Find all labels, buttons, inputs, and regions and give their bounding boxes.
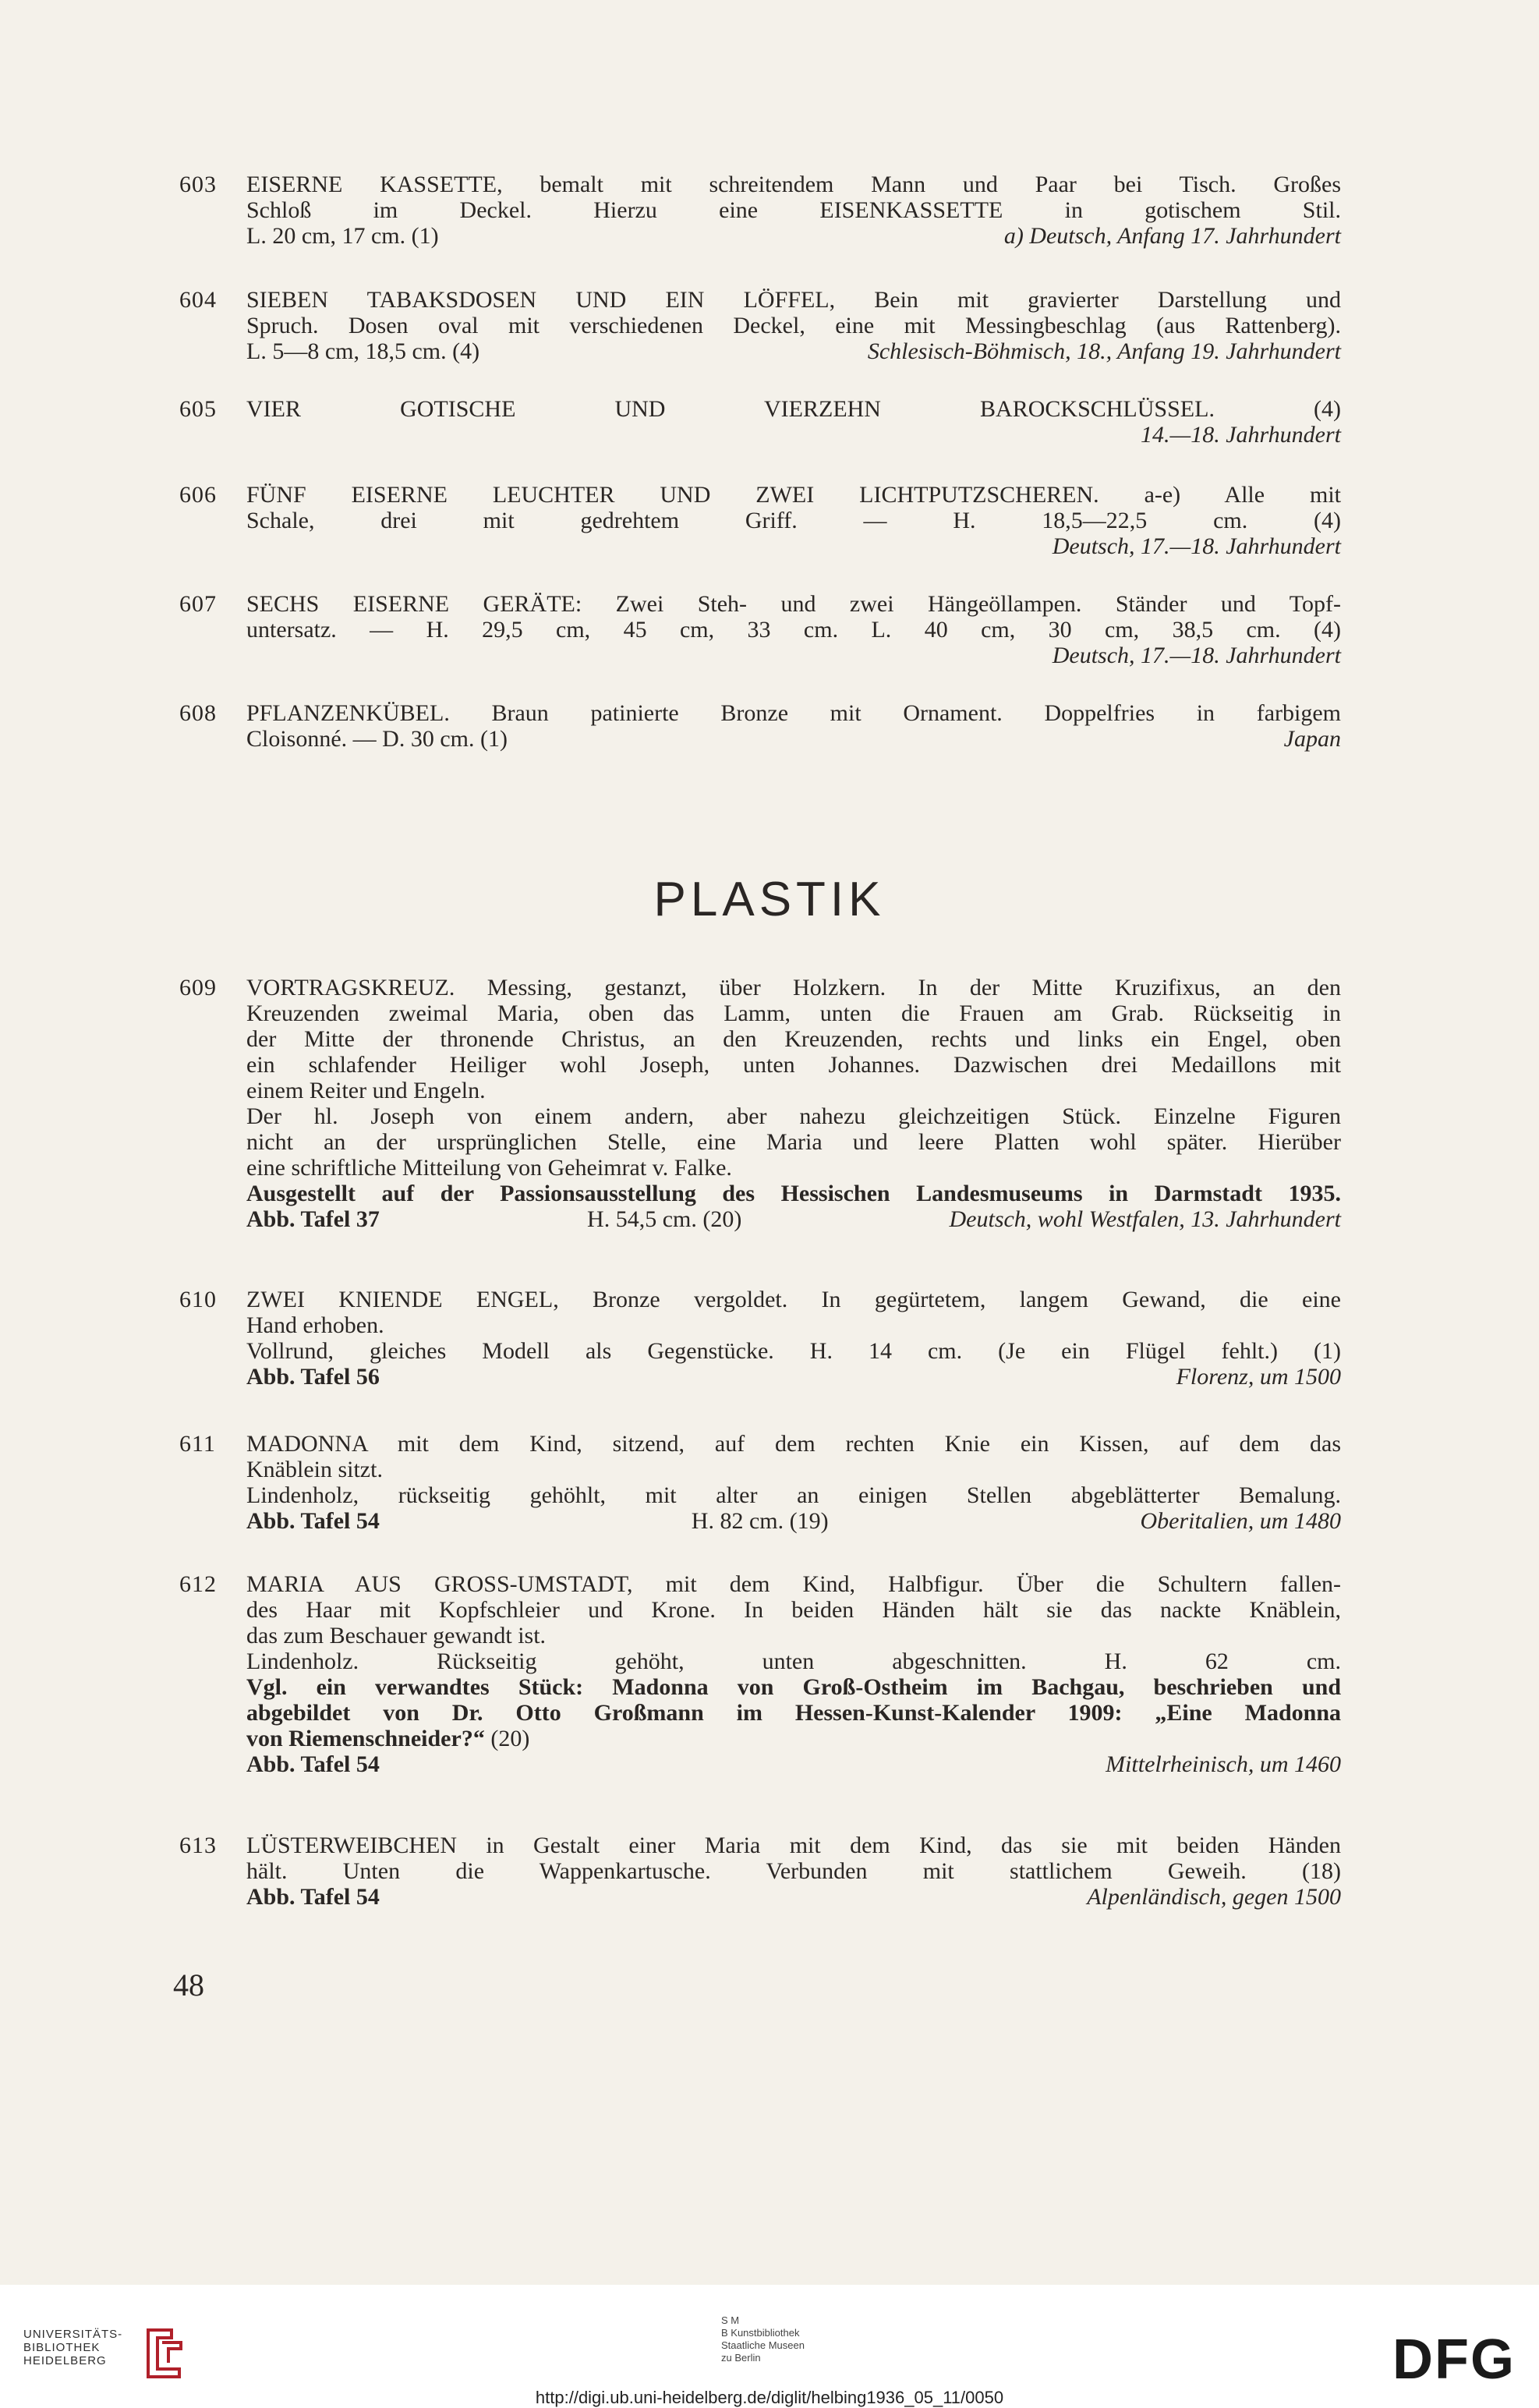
entry-line: MARIA AUS GROSS-UMSTADT, mit dem Kind, Halbfigur. Über die Schultern fallen- [246,1571,1341,1597]
origin: Deutsch, 17.—18. Jahrhundert [1052,643,1341,668]
lot-number: 613 [179,1833,217,1858]
entry-text [246,1431,1341,1534]
entry-footer [246,1751,1341,1777]
exhibition-note: abgebildet von Dr. Otto Großmann im Hessen-Kunst-Kalender 1909: „Eine Madonna [246,1700,1341,1726]
entry-text [246,1571,1341,1777]
origin: Schlesisch-Böhmisch, 18., Anfang 19. Jahrhundert [867,338,1341,364]
origin: 14.—18. Jahrhundert [1141,422,1341,448]
entry-line: Vollrund, gleiches Modell als Gegenstücke. H. 14 cm. (Je ein Flügel fehlt.) (1) [246,1338,1341,1364]
lot-number: 609 [179,975,217,1000]
entry-footer [246,223,1341,249]
entry-line: Schloß im Deckel. Hierzu eine EISENKASSETTE in gotischem Stil. [246,197,1341,223]
entry-line: Hand erhoben. [246,1312,384,1338]
footer-bar [0,2285,1539,2408]
lot-number: 611 [179,1431,216,1457]
entry-line: ZWEI KNIENDE ENGEL, Bronze vergoldet. In gegürtetem, langem Gewand, die eine [246,1287,1341,1312]
lot-number: 608 [179,700,217,726]
measurements: L. 20 cm, 17 cm. (1) [246,223,439,249]
entry-line: Kreuzenden zweimal Maria, oben das Lamm, unten die Frauen am Grab. Rückseitig in [246,1000,1341,1026]
entry-footer [246,1206,1341,1232]
origin: Alpenländisch, gegen 1500 [1087,1884,1341,1910]
section-title: PLASTIK [653,873,886,926]
origin: Japan [1283,726,1341,752]
measurements: H. 82 cm. (19) [691,1508,829,1534]
entry-line: LÜSTERWEIBCHEN in Gestalt einer Maria mit dem Kind, das sie mit beiden Händen [246,1833,1341,1858]
entry-text [246,172,1341,249]
entry-line: Knäblein sitzt. [246,1457,383,1482]
entry-line: hält. Unten die Wappenkartusche. Verbunden mit stattlichem Geweih. (18) [246,1858,1341,1884]
entry-line: das zum Beschauer gewandt ist. [246,1623,547,1648]
entry-footer [246,1508,1341,1534]
entry-line: VORTRAGSKREUZ. Messing, gestanzt, über Holzkern. In der Mitte Kruzifixus, an den [246,975,1341,1000]
entry-footer [246,338,1341,364]
university-logo-icon[interactable] [140,2322,187,2385]
entry-line: SIEBEN TABAKSDOSEN UND EIN LÖFFEL, Bein mit gravierter Darstellung und [246,287,1341,313]
lot-number: 606 [179,482,217,508]
exhibition-note: Vgl. ein verwandtes Stück: Madonna von Groß-Ostheim im Bachgau, beschrieben und [246,1674,1341,1700]
origin: Oberitalien, um 1480 [1140,1508,1341,1534]
plate-reference[interactable]: Abb. Tafel 54 [246,1508,380,1534]
plate-reference[interactable]: Abb. Tafel 56 [246,1364,380,1390]
measurements: L. 5—8 cm, 18,5 cm. (4) [246,338,480,364]
origin: a) Deutsch, Anfang 17. Jahrhundert [1003,223,1341,249]
entry-line: eine schriftliche Mitteilung von Geheimrat v. Falke. [246,1155,732,1181]
entry-line: MADONNA mit dem Kind, sitzend, auf dem rechten Knie ein Kissen, auf dem das [246,1431,1341,1457]
entry-line: Schale, drei mit gedrehtem Griff. — H. 18,5—22,5 cm. (4) [246,508,1341,533]
entry-text [246,482,1341,559]
entry-line: untersatz. — H. 29,5 cm, 45 cm, 33 cm. L. 40 cm, 30 cm, 38,5 cm. (4) [246,617,1341,643]
lot-number: 605 [179,396,217,422]
lot-number: 604 [179,287,217,313]
measurements: Cloisonné. — D. 30 cm. (1) [246,726,508,752]
entry-line: der Mitte der thronende Christus, an den Kreuzenden, rechts und links ein Engel, oben [246,1026,1341,1052]
entry-line: Spruch. Dosen oval mit verschiedenen Deckel, eine mit Messingbeschlag (aus Rattenberg). [246,313,1341,338]
entry-footer [246,1364,1341,1390]
entry-text [246,1833,1341,1910]
entry-line: Lindenholz, rückseitig gehöhlt, mit alter an einigen Stellen abgeblätterter Bemalung. [246,1482,1341,1508]
entry-line: PFLANZENKÜBEL. Braun patinierte Bronze mit Ornament. Doppelfries in farbigem [246,700,1341,726]
plate-reference[interactable]: Abb. Tafel 37 [246,1206,380,1232]
exhibition-note [246,1726,1341,1751]
note-tail: von Riemenschneider?“ [246,1726,485,1751]
entry-text [246,396,1341,448]
entry-text [246,1287,1341,1390]
note-tail-suffix: (20) [484,1726,530,1751]
lot-number: 610 [179,1287,217,1312]
entry-line: nicht an der ursprünglichen Stelle, eine Maria und leere Platten wohl später. Hierüber [246,1129,1341,1155]
kunstbibliothek-label[interactable]: S M B Kunstbibliothek Staatliche Museen zu Berlin [721,2314,805,2364]
exhibition-note: Ausgestellt auf der Passionsausstellung des Hessischen Landesmuseums in Darmstadt 1935. [246,1181,1341,1206]
plate-reference[interactable]: Abb. Tafel 54 [246,1884,380,1910]
entry-footer [246,726,1341,752]
origin: Deutsch, wohl Westfalen, 13. Jahrhundert [949,1206,1341,1232]
origin: Deutsch, 17.—18. Jahrhundert [1052,533,1341,559]
entry-text [246,287,1341,364]
permalink-url[interactable]: http://digi.ub.uni-heidelberg.de/diglit/helbing1936_05_11/0050 [535,2388,1004,2407]
entry-line: Der hl. Joseph von einem andern, aber nahezu gleichzeitigen Stück. Einzelne Figuren [246,1103,1341,1129]
university-library-label[interactable]: UNIVERSITÄTS- BIBLIOTHEK HEIDELBERG [23,2328,123,2367]
plate-reference[interactable]: Abb. Tafel 54 [246,1751,380,1777]
entry-line: des Haar mit Kopfschleier und Krone. In beiden Händen hält sie das nackte Knäblein, [246,1597,1341,1623]
entry-footer [246,1884,1341,1910]
entry-line: SECHS EISERNE GERÄTE: Zwei Steh- und zwei Hängeöllampen. Ständer und Topf- [246,591,1341,617]
page-number: 48 [173,1967,204,2003]
entry-text [246,700,1341,752]
entry-line: Lindenholz. Rückseitig gehöht, unten abgeschnitten. H. 62 cm. [246,1648,1341,1674]
entry-line: FÜNF EISERNE LEUCHTER UND ZWEI LICHTPUTZSCHEREN. a-e) Alle mit [246,482,1341,508]
entry-text [246,975,1341,1232]
dfg-logo[interactable]: DFG [1392,2328,1516,2391]
entry-line: ein schlafender Heiliger wohl Joseph, unten Johannes. Dazwischen drei Medaillons mit [246,1052,1341,1078]
entry-text [246,591,1341,668]
origin: Mittelrheinisch, um 1460 [1106,1751,1341,1777]
entry-line: VIER GOTISCHE UND VIERZEHN BAROCKSCHLÜSSEL. (4) [246,396,1341,422]
measurements: H. 54,5 cm. (20) [587,1206,742,1232]
lot-number: 612 [179,1571,217,1597]
lot-number: 603 [179,172,217,197]
entry-line: einem Reiter und Engeln. [246,1078,486,1103]
entry-line: EISERNE KASSETTE, bemalt mit schreitendem Mann und Paar bei Tisch. Großes [246,172,1341,197]
lot-number: 607 [179,591,217,617]
origin: Florenz, um 1500 [1176,1364,1341,1390]
